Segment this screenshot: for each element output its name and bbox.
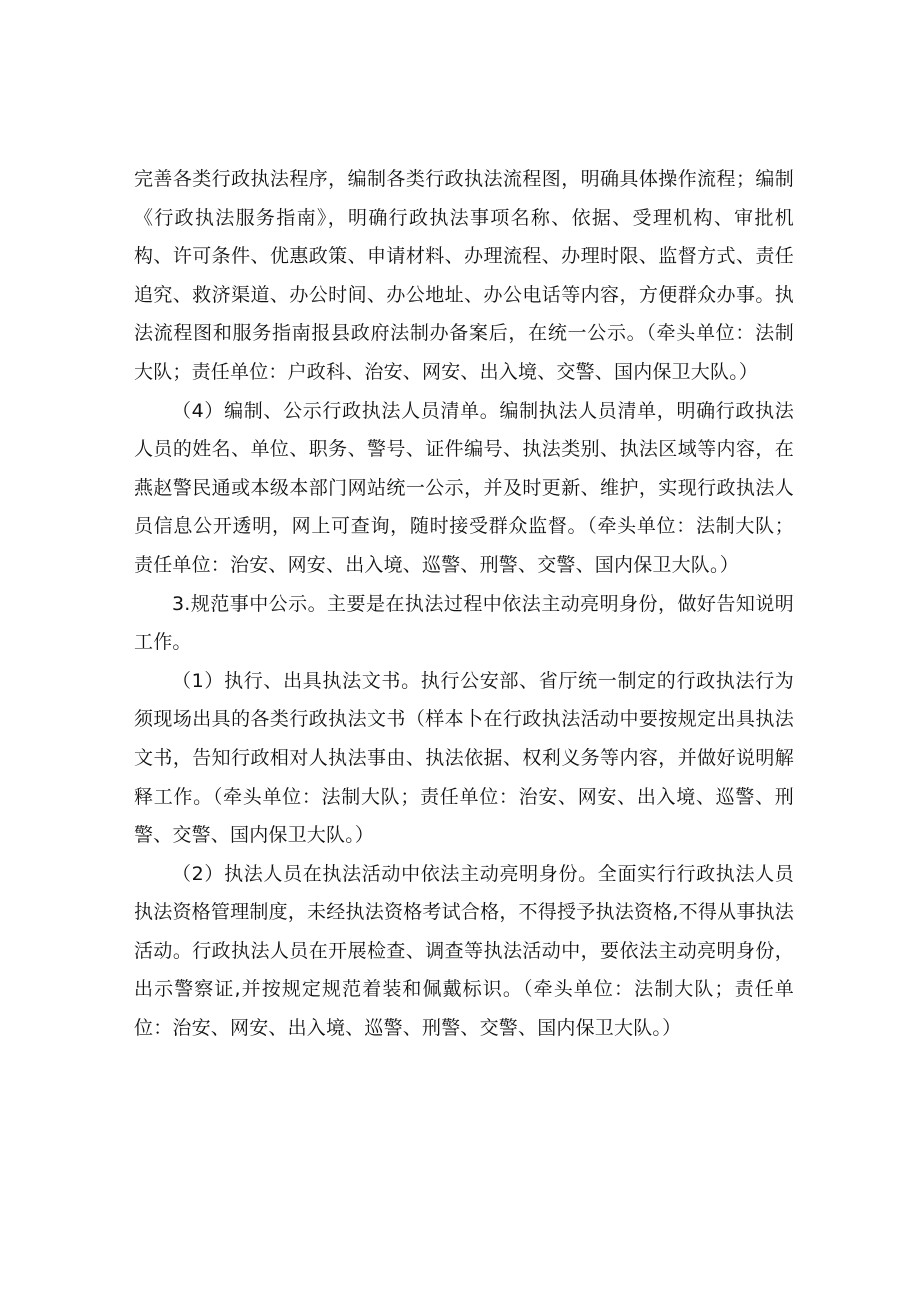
paragraph-enforcement-documents: （1）执行、出具执法文书。执行公安部、省厅统一制定的行政执法行为须现场出具的各类行政执法文书（样本卜在行政执法活动中要按规定出具执法文书，告知行政相对人执法事由、执法依据、权利义务等内容，并做好说明解释工作。（牵头单位：法制大队；责任单位：治安、网安、出入境、巡警、刑警、交警、国内保卫大队。） bbox=[134, 669, 794, 847]
paragraph-personnel-list: （4）编制、公示行政执法人员清单。编制执法人员清单，明确行政执法人员的姓名、单位、职务、警号、证件编号、执法类别、执法区域等内容，在燕赵警民通或本级本部门网站统一公示，并及时更新、维护，实现行政执法人员信息公开透明，网上可查询，随时接受群众监督。（牵头单位：法制大队；责任单位：治安、网安、出入境、巡警、刑警、交警、国内保卫大队。） bbox=[134, 399, 794, 576]
paragraph-in-process-disclosure: 3.规范事中公示。主要是在执法过程中依法主动亮明身份，做好告知说明工作。 bbox=[134, 592, 794, 654]
paragraph-procedure-guide: 完善各类行政执法程序，编制各类行政执法流程图，明确具体操作流程；编制《行政执法服务指南》，明确行政执法事项名称、依据、受理机构、审批机构、许可条件、优惠政策、申请材料、办理流程、办理时限、监督方式、责任追究、救济渠道、办公时间、办公地址、办公电话等内容，方便群众办事。执法流程图和服务指南报县政府法制办备案后，在统一公示。（牵头单位：法制大队；责任单位：户政科、治安、网安、出入境、交警、国内保卫大队。） bbox=[134, 168, 794, 383]
paragraph-identity-disclosure: （2）执法人员在执法活动中依法主动亮明身份。全面实行行政执法人员执法资格管理制度，未经执法资格考试合格，不得授予执法资格,不得从事执法活动。行政执法人员在开展检查、调查等执法活动中，要依法主动亮明身份，出示警察证,并按规定规范着装和佩戴标识。（牵头单位：法制大队；责任单位：治安、网安、出入境、巡警、刑警、交警、国内保卫大队。） bbox=[134, 862, 794, 1040]
document-page bbox=[134, 160, 794, 1048]
